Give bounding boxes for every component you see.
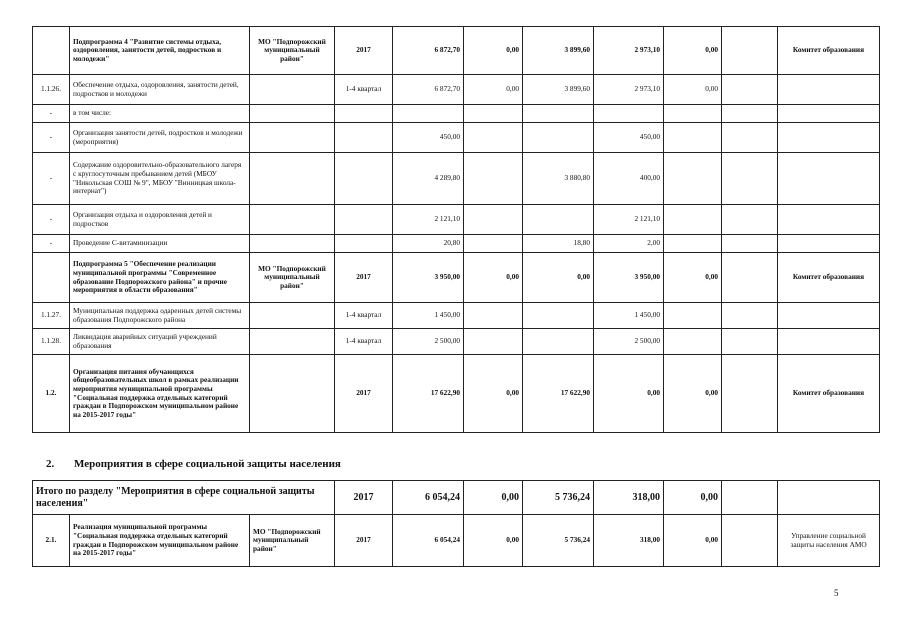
row-other: 0,00 [664, 75, 722, 105]
row-municipal: 2,00 [594, 235, 664, 253]
row-name: Муниципальная поддержка одаренных детей системы образования Подпорожского района [70, 303, 250, 329]
row-responsible [778, 123, 880, 153]
table-row [33, 355, 880, 433]
row-period: 2017 [335, 27, 393, 75]
row-regional [523, 303, 594, 329]
row-extra [722, 75, 778, 105]
row-period: 2017 [335, 253, 393, 303]
row-total: 6 872,70 [393, 27, 464, 75]
row-executor [250, 75, 335, 105]
row-number: - [33, 153, 70, 205]
row-total [393, 105, 464, 123]
row-period: 2017 [335, 515, 393, 567]
row-other [664, 329, 722, 355]
budget-table-social [32, 480, 880, 567]
row-extra [722, 205, 778, 235]
row-other: 0,00 [664, 355, 722, 433]
row-extra [722, 253, 778, 303]
row-name: Обеспечение отдыха, оздоровления, занятости детей, подростков и молодежи [70, 75, 250, 105]
table-row [33, 329, 880, 355]
row-regional: 3 899,60 [523, 75, 594, 105]
budget-table-body [33, 27, 880, 433]
row-total: 2 500,00 [393, 329, 464, 355]
row-responsible [778, 105, 880, 123]
table-row [33, 205, 880, 235]
row-executor [250, 123, 335, 153]
row-period [335, 123, 393, 153]
row-other: 0,00 [664, 27, 722, 75]
row-number: - [33, 235, 70, 253]
row-total: 6 054,24 [393, 515, 464, 567]
row-name: Проведение С-витаминизации [70, 235, 250, 253]
row-extra [722, 27, 778, 75]
row-extra [722, 105, 778, 123]
row-municipal: 318,00 [594, 515, 664, 567]
table-row [33, 27, 880, 75]
row-responsible [778, 303, 880, 329]
row-number: 1.1.26. [33, 75, 70, 105]
row-period: 1-4 квартал [335, 329, 393, 355]
row-executor [250, 355, 335, 433]
budget-table-education [32, 26, 880, 433]
row-number: 1.1.27. [33, 303, 70, 329]
row-total: 17 622,90 [393, 355, 464, 433]
row-total: 2 121,10 [393, 205, 464, 235]
row-responsible [778, 153, 880, 205]
table-row [33, 123, 880, 153]
row-period: 1-4 квартал [335, 303, 393, 329]
total-responsible [778, 481, 880, 515]
row-period [335, 105, 393, 123]
row-executor [250, 329, 335, 355]
row-municipal: 2 500,00 [594, 329, 664, 355]
row-name: Организация отдыха и оздоровления детей и подростков [70, 205, 250, 235]
row-responsible: Комитет образования [778, 27, 880, 75]
row-federal [464, 153, 523, 205]
row-regional [523, 123, 594, 153]
row-municipal: 2 121,10 [594, 205, 664, 235]
row-extra [722, 329, 778, 355]
row-responsible [778, 205, 880, 235]
row-federal [464, 205, 523, 235]
row-regional: 17 622,90 [523, 355, 594, 433]
row-name: Подпрограмма 4 "Развитие системы отдыха, оздоровления, занятости детей, подростков и молодежи" [70, 27, 250, 75]
row-federal: 0,00 [464, 27, 523, 75]
row-executor: МО "Подпорожский муниципальный район" [250, 515, 335, 567]
row-municipal: 400,00 [594, 153, 664, 205]
row-number: - [33, 123, 70, 153]
total-sum: 6 054,24 [393, 481, 464, 515]
row-total: 4 289,80 [393, 153, 464, 205]
table-row [33, 303, 880, 329]
row-period [335, 205, 393, 235]
row-regional [523, 329, 594, 355]
row-municipal [594, 105, 664, 123]
total-federal: 0,00 [464, 481, 523, 515]
table-row [33, 235, 880, 253]
row-name: Ликвидация аварийных ситуаций учреждений образования [70, 329, 250, 355]
row-executor [250, 235, 335, 253]
row-other: 0,00 [664, 515, 722, 567]
row-name: Содержание оздоровительно-образовательного лагеря с круглосуточным пребыванием детей (МБОУ "Никольская СОШ № 9", МБОУ "Винницкая школа-интернат") [70, 153, 250, 205]
row-executor: МО "Подпорожский муниципальный район" [250, 253, 335, 303]
row-federal [464, 105, 523, 123]
row-number: 1.1.28. [33, 329, 70, 355]
row-executor: МО "Подпорожский муниципальный район" [250, 27, 335, 75]
row-regional: 3 899,60 [523, 27, 594, 75]
row-other [664, 153, 722, 205]
row-regional [523, 105, 594, 123]
row-total: 20,80 [393, 235, 464, 253]
row-responsible [778, 75, 880, 105]
row-municipal: 1 450,00 [594, 303, 664, 329]
total-municipal: 318,00 [594, 481, 664, 515]
total-label: Итого по разделу "Мероприятия в сфере социальной защиты населения" [33, 481, 335, 515]
row-number [33, 27, 70, 75]
row-regional: 18,80 [523, 235, 594, 253]
row-regional: 0,00 [523, 253, 594, 303]
row-other [664, 105, 722, 123]
total-extra [722, 481, 778, 515]
row-other: 0,00 [664, 253, 722, 303]
row-period: 2017 [335, 355, 393, 433]
row-executor [250, 303, 335, 329]
row-responsible: Комитет образования [778, 355, 880, 433]
row-responsible [778, 329, 880, 355]
row-regional [523, 205, 594, 235]
row-name: Подпрограмма 5 "Обеспечение реализации муниципальной программы "Современное образование Подпорожского района" и прочие мероприятия в области образования" [70, 253, 250, 303]
row-number [33, 253, 70, 303]
row-total: 1 450,00 [393, 303, 464, 329]
section-total-row [33, 481, 880, 515]
section-heading [32, 458, 341, 470]
row-executor [250, 105, 335, 123]
row-federal [464, 235, 523, 253]
table-row [33, 253, 880, 303]
total-other: 0,00 [664, 481, 722, 515]
row-other [664, 123, 722, 153]
section-title: Мероприятия в сфере социальной защиты населения [74, 458, 341, 470]
row-number: 1.2. [33, 355, 70, 433]
row-period: 1-4 квартал [335, 75, 393, 105]
row-name: Организация занятости детей, подростков и молодежи (мероприятия) [70, 123, 250, 153]
row-municipal: 0,00 [594, 355, 664, 433]
table-row [33, 75, 880, 105]
row-executor [250, 205, 335, 235]
row-extra [722, 303, 778, 329]
row-other [664, 235, 722, 253]
row-period [335, 235, 393, 253]
table-row [33, 153, 880, 205]
row-extra [722, 123, 778, 153]
row-other [664, 303, 722, 329]
table-row [33, 105, 880, 123]
row-period [335, 153, 393, 205]
row-total: 3 950,00 [393, 253, 464, 303]
row-federal [464, 123, 523, 153]
row-federal [464, 329, 523, 355]
section-number: 2. [46, 458, 55, 470]
row-federal [464, 303, 523, 329]
row-federal: 0,00 [464, 355, 523, 433]
row-municipal: 3 950,00 [594, 253, 664, 303]
row-name: Реализация муниципальной программы "Социальная поддержка отдельных категорий граждан в Подпорожском муниципальном районе на 2015-2017 годы" [70, 515, 250, 567]
row-regional: 3 880,80 [523, 153, 594, 205]
page-number: 5 [834, 588, 839, 598]
row-number: - [33, 205, 70, 235]
row-responsible: Управление социальной защиты населения АМО [778, 515, 880, 567]
row-extra [722, 153, 778, 205]
row-extra [722, 355, 778, 433]
row-responsible: Комитет образования [778, 253, 880, 303]
row-federal: 0,00 [464, 75, 523, 105]
row-federal: 0,00 [464, 253, 523, 303]
row-municipal: 2 973,10 [594, 27, 664, 75]
row-total: 450,00 [393, 123, 464, 153]
row-municipal: 2 973,10 [594, 75, 664, 105]
row-regional: 5 736,24 [523, 515, 594, 567]
row-other [664, 205, 722, 235]
row-name: Организация питания обучающихся общеобразовательных школ в рамках реализации мероприятия муниципальной программы "Социальная поддержка отдельных категорий граждан в Подпорожском муниципальном районе на 2015-2017 годы" [70, 355, 250, 433]
row-federal: 0,00 [464, 515, 523, 567]
table-row [33, 515, 880, 567]
row-responsible [778, 235, 880, 253]
total-regional: 5 736,24 [523, 481, 594, 515]
row-executor [250, 153, 335, 205]
row-total: 6 872,70 [393, 75, 464, 105]
row-number: 2.1. [33, 515, 70, 567]
total-period: 2017 [335, 481, 393, 515]
row-number: - [33, 105, 70, 123]
row-extra [722, 515, 778, 567]
row-extra [722, 235, 778, 253]
row-name: в том числе: [70, 105, 250, 123]
row-municipal: 450,00 [594, 123, 664, 153]
